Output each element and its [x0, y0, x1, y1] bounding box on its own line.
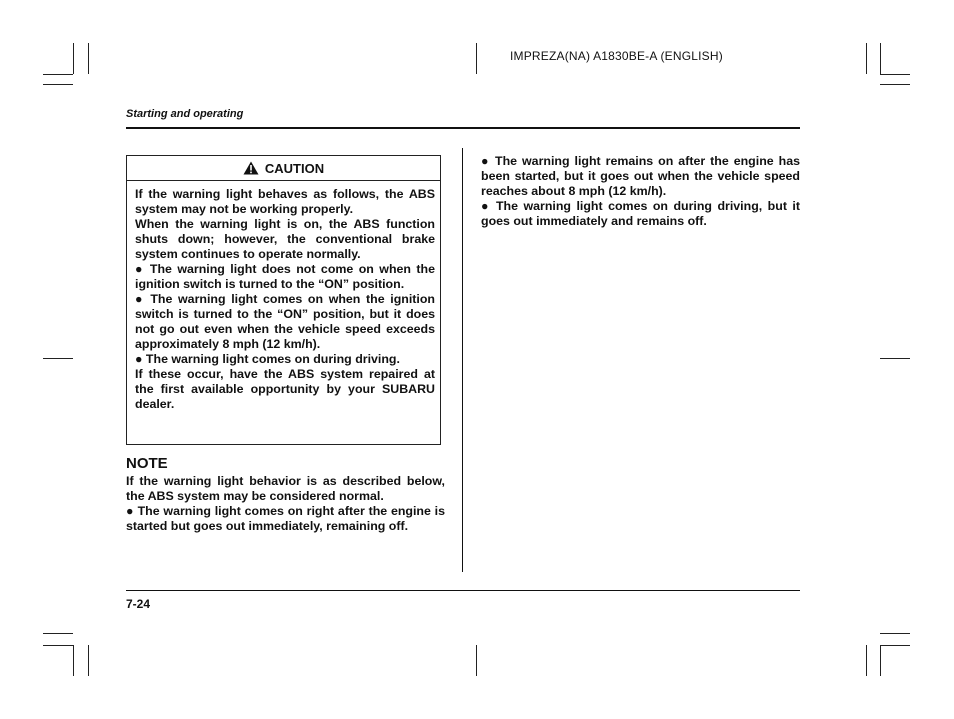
warning-triangle-icon — [243, 161, 259, 175]
caution-paragraph: ● The warning light comes on when the ignition switch is turned to the “ON” position, but it does not go out even when the vehicle speed exceeds approximately 8 mph (12 km/h). — [135, 292, 435, 351]
caution-paragraph: ● The warning light comes on during driving. — [135, 352, 400, 366]
header-rule — [126, 127, 800, 129]
caution-box — [126, 155, 441, 445]
caution-paragraph: If these occur, have the ABS system repaired at the first available opportunity by your SUBARU dealer. — [135, 367, 435, 411]
note-body — [126, 474, 445, 534]
right-paragraph: ● The warning light remains on after the engine has been started, but it goes out when the vehicle speed reaches about 8 mph (12 km/h). — [481, 154, 800, 198]
document-code: IMPREZA(NA) A1830BE-A (ENGLISH) — [510, 49, 723, 63]
caution-body — [127, 181, 440, 412]
section-title: Starting and operating — [126, 108, 244, 120]
column-divider — [462, 148, 463, 572]
footer-rule — [126, 590, 800, 591]
caution-title: CAUTION — [264, 160, 325, 176]
caution-paragraph: When the warning light is on, the ABS function shuts down; however, the conventional brake system continues to operate normally. — [135, 217, 435, 261]
caution-paragraph: ● The warning light does not come on when the ignition switch is turned to the “ON” position. — [135, 262, 435, 291]
page-number: 7-24 — [126, 597, 151, 611]
note-title: NOTE — [126, 455, 168, 472]
caution-paragraph: If the warning light behaves as follows, the ABS system may not be working properly. — [135, 187, 435, 216]
note-paragraph: ● The warning light comes on right after the engine is started but goes out immediately, remaining off. — [126, 504, 445, 533]
right-column-text — [481, 154, 800, 229]
caution-header — [127, 156, 440, 181]
right-paragraph: ● The warning light comes on during driving, but it goes out immediately and remains off. — [481, 199, 800, 228]
note-paragraph: If the warning light behavior is as described below, the ABS system may be considered normal. — [126, 474, 445, 503]
